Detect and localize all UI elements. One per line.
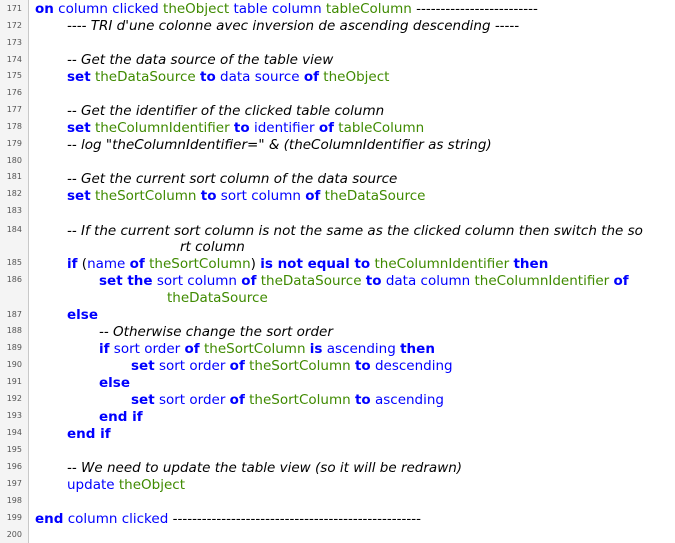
line-number: 188 xyxy=(6,326,22,335)
code-token: of xyxy=(229,358,245,374)
code-token: theColumnIdentifier xyxy=(90,120,234,136)
line-number: 184 xyxy=(6,225,22,234)
code-line xyxy=(131,358,453,374)
code-line xyxy=(180,239,245,255)
line-number: 187 xyxy=(6,310,22,319)
code-token: to xyxy=(233,120,250,136)
code-token: theDataSource xyxy=(90,69,200,85)
code-token: -- Get the identifier of the clicked table column xyxy=(67,103,385,119)
code-token: tableColumn xyxy=(333,120,425,136)
code-token: of xyxy=(305,188,321,204)
code-token: theObject xyxy=(163,1,230,17)
code-line xyxy=(67,103,384,119)
line-number: 186 xyxy=(6,275,22,284)
code-token: theDataSource xyxy=(256,273,366,289)
line-number: 193 xyxy=(6,411,22,420)
code-token: data source xyxy=(215,69,304,85)
line-number: 174 xyxy=(6,55,22,64)
code-token: of xyxy=(129,256,145,272)
line-number: 171 xyxy=(6,4,22,13)
code-line xyxy=(67,426,111,442)
code-token: column clicked xyxy=(63,511,173,527)
code-token: set xyxy=(67,69,91,85)
code-token: if xyxy=(67,256,78,272)
line-number: 185 xyxy=(6,258,22,267)
code-token: theDataSource xyxy=(320,188,426,204)
code-token: table column xyxy=(229,1,326,17)
code-token: of xyxy=(613,273,629,289)
code-token: tableColumn xyxy=(325,1,412,17)
code-token: on xyxy=(35,1,54,17)
code-token: sort column xyxy=(152,273,242,289)
code-line xyxy=(67,223,643,239)
line-number: 194 xyxy=(6,428,22,437)
code-line xyxy=(35,511,421,527)
code-token: theSortColumn xyxy=(199,341,310,357)
line-number: 176 xyxy=(6,88,22,97)
line-number: 196 xyxy=(6,462,22,471)
line-number: 177 xyxy=(6,105,22,114)
code-line xyxy=(67,188,425,204)
code-line xyxy=(67,171,397,187)
code-token: ---- TRI d'une colonne avec inversion de ascending descending ----- xyxy=(67,18,520,34)
code-line xyxy=(167,290,268,306)
code-token: data column xyxy=(381,273,475,289)
line-number: 183 xyxy=(6,206,22,215)
code-token: -- log "theColumnIdentifier=" & (theColumnIdentifier as string) xyxy=(67,137,492,153)
code-token: end if xyxy=(67,426,111,442)
code-token: theColumnIdentifier xyxy=(370,256,514,272)
code-token: identifier xyxy=(249,120,319,136)
code-line xyxy=(99,409,143,425)
code-token: of xyxy=(303,69,320,85)
code-token: -- If the current sort column is not the same as the clicked column then switch the so xyxy=(67,223,643,239)
code-line xyxy=(67,460,462,476)
code-token: sort order xyxy=(154,358,230,374)
line-number: 199 xyxy=(6,513,22,522)
line-number: 180 xyxy=(6,156,22,165)
code-token: of xyxy=(241,273,257,289)
code-token: ascending xyxy=(370,392,444,408)
line-number: 192 xyxy=(6,394,22,403)
line-number: 182 xyxy=(6,189,22,198)
code-token: theSortColumn xyxy=(244,392,355,408)
code-token: to xyxy=(200,188,217,204)
code-token: ------------------------- xyxy=(411,1,538,17)
code-token: set xyxy=(67,120,91,136)
code-token: set the xyxy=(99,273,153,289)
code-token: of xyxy=(318,120,334,136)
code-token: then xyxy=(400,341,435,357)
code-token: else xyxy=(99,375,130,391)
code-token: to xyxy=(365,273,382,289)
code-token: sort order xyxy=(109,341,185,357)
code-line xyxy=(67,307,98,323)
line-number: 198 xyxy=(6,496,22,505)
code-token: -- Get the current sort column of the data source xyxy=(67,171,398,187)
line-number: 172 xyxy=(6,21,22,30)
code-token: column clicked xyxy=(53,1,164,17)
code-line xyxy=(67,69,389,85)
code-line xyxy=(99,324,333,340)
code-token: is xyxy=(309,341,323,357)
code-line xyxy=(67,120,424,136)
code-token: end xyxy=(35,511,64,527)
code-token: ) xyxy=(250,256,261,272)
code-token: of xyxy=(184,341,200,357)
code-token: sort order xyxy=(154,392,230,408)
code-token: ( xyxy=(77,256,88,272)
code-token: to xyxy=(354,358,371,374)
line-number-gutter xyxy=(0,0,29,543)
code-token: update xyxy=(67,477,115,493)
code-token: theDataSource xyxy=(167,290,268,306)
line-number: 175 xyxy=(6,71,22,80)
code-line xyxy=(67,477,185,493)
code-line xyxy=(99,273,629,289)
code-token: set xyxy=(131,358,155,374)
code-token: sort column xyxy=(216,188,306,204)
line-number: 195 xyxy=(6,445,22,454)
code-token: theObject xyxy=(319,69,390,85)
code-token: -- Get the data source of the table view xyxy=(67,52,334,68)
code-token: then xyxy=(513,256,549,272)
code-token: theSortColumn xyxy=(90,188,201,204)
code-token: set xyxy=(131,392,155,408)
code-token: theSortColumn xyxy=(144,256,251,272)
line-number: 190 xyxy=(6,360,22,369)
code-token: theColumnIdentifier xyxy=(474,273,614,289)
code-token: -- Otherwise change the sort order xyxy=(99,324,333,340)
code-token: -- We need to update the table view (so it will be redrawn) xyxy=(67,460,463,476)
line-number: 197 xyxy=(6,479,22,488)
line-number: 178 xyxy=(6,122,22,131)
code-token: else xyxy=(67,307,98,323)
code-token: rt column xyxy=(180,239,245,255)
line-number: 191 xyxy=(6,377,22,386)
code-token: end if xyxy=(99,409,143,425)
code-line xyxy=(67,52,333,68)
code-token: descending xyxy=(370,358,453,374)
code-token: theSortColumn xyxy=(244,358,355,374)
code-line xyxy=(67,18,519,34)
line-number: 173 xyxy=(6,38,22,47)
code-token: name xyxy=(87,256,130,272)
code-line xyxy=(67,256,548,272)
line-number: 181 xyxy=(6,172,22,181)
code-token: to xyxy=(200,69,216,85)
code-token: of xyxy=(229,392,245,408)
line-number: 200 xyxy=(6,530,22,539)
code-token: to xyxy=(354,392,371,408)
code-token: set xyxy=(67,188,91,204)
line-number: 189 xyxy=(6,343,22,352)
code-token: ascending xyxy=(322,341,401,357)
code-line xyxy=(131,392,444,408)
code-token: --------------------------------------------------- xyxy=(172,511,422,527)
code-line xyxy=(99,341,435,357)
code-line xyxy=(67,137,492,153)
code-line xyxy=(99,375,130,391)
code-token: is not equal to xyxy=(260,256,371,272)
code-token: if xyxy=(99,341,110,357)
line-number: 179 xyxy=(6,139,22,148)
code-line xyxy=(35,1,538,17)
code-token: theObject xyxy=(114,477,185,493)
